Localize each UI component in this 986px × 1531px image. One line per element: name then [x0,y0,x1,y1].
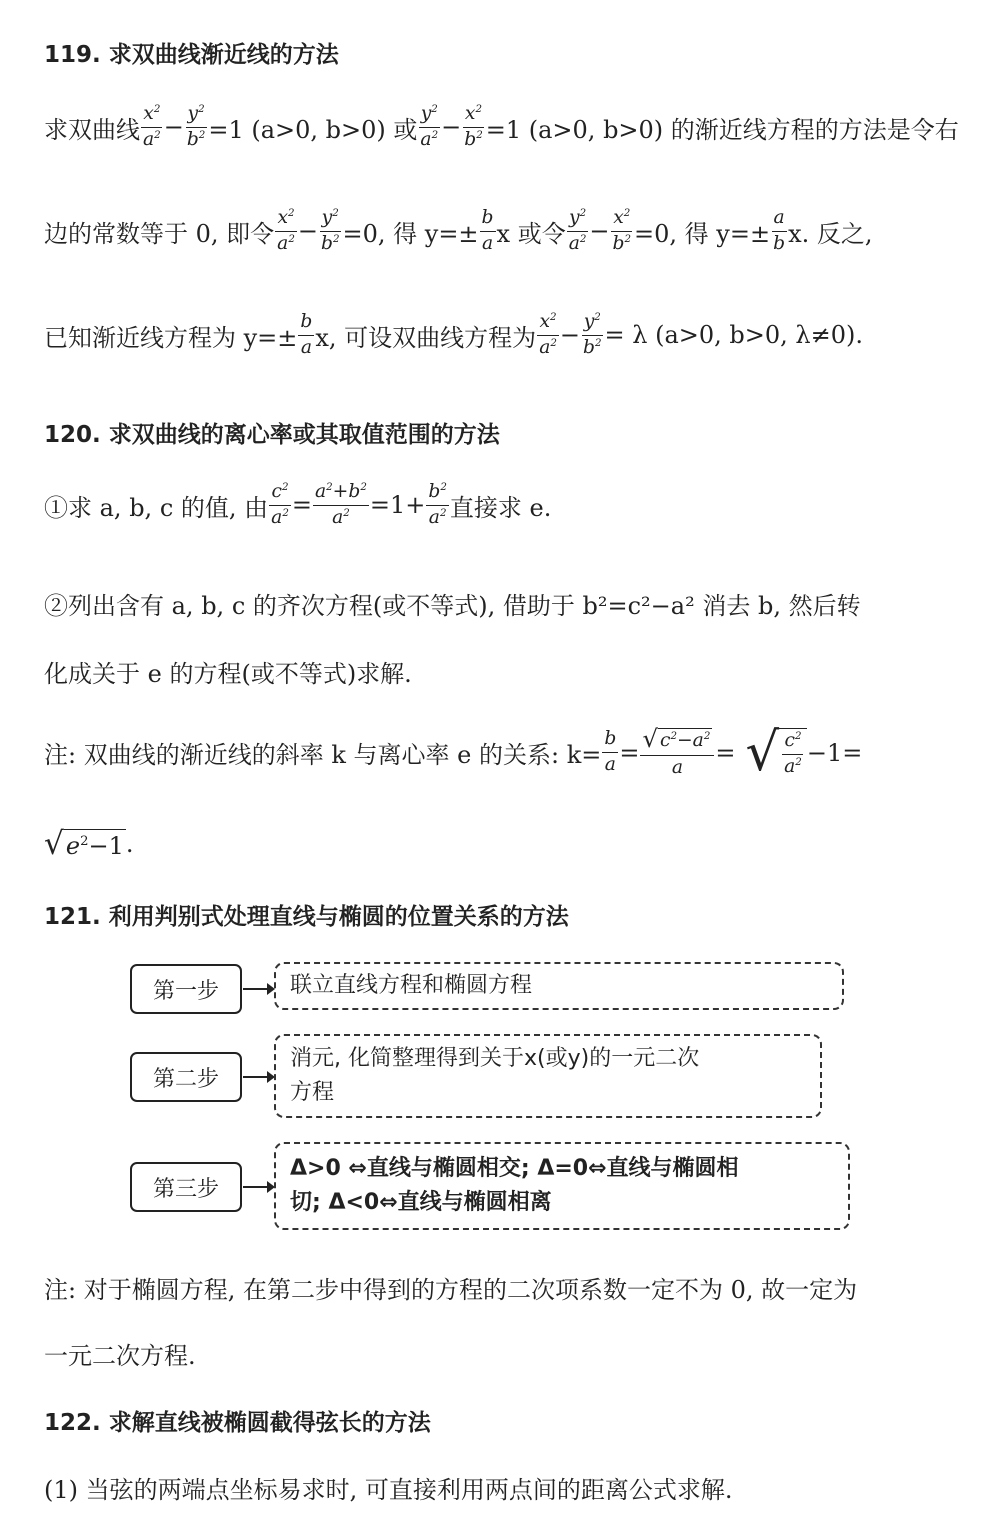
fraction: $\frac{y^2}{b^2}$ [320,207,340,255]
step-2-box [274,1034,822,1118]
step-3-label: 第三步 [130,1162,242,1212]
arrow-2 [243,1076,273,1078]
s120-line-1: ①求 a, b, c 的值, 由 $\frac{c^2}{a^2}$ = $\frac{a^2+b^2}{a^2}$ =1+ $\frac{b^2}{a^2}$ 直接求 e. [44,481,552,529]
text: =1 (a>0, b>0) 或 [208,115,418,144]
text: x. 反之, [788,219,873,248]
step-1-box: 联立直线方程和椭圆方程 [274,962,844,1010]
fraction: $\frac{b}{a}$ [604,728,617,775]
fraction: $\frac{b}{a}$ [300,311,313,358]
fraction: $\frac{y^2}{a^2}$ [420,103,439,151]
fraction: $\frac{x^2}{b^2}$ [464,103,483,151]
step-3-box [274,1142,850,1230]
arrow-3 [243,1186,273,1188]
sqrt: √ $e^2-1$ [44,826,124,862]
sqrt: √ $\frac{c^2}{a^2}$ [745,722,806,783]
text: =1+ [369,491,426,520]
fraction: $\frac{a}{b}$ [773,207,786,254]
text: −1= [806,738,863,767]
heading-119: 119. 求双曲线渐近线的方法 [44,42,339,68]
text: . [125,830,134,858]
fraction: $\frac{b}{a}$ [481,207,494,254]
s121-note-1: 注: 对于椭圆方程, 在第二步中得到的方程的二次项系数一定不为 0, 故一定为 [44,1276,858,1304]
fraction: $\frac{x^2}{a^2}$ [143,103,161,151]
fraction: $\frac{x^2}{a^2}$ [539,311,557,359]
heading-120: 120. 求双曲线的离心率或其取值范围的方法 [44,422,500,448]
s119-line-3: 已知渐近线方程为 y=± $\frac{b}{a}$ x, 可设双曲线方程为 $\frac{x^2}{a^2}$ − $\frac{y^2}{b^2}$ = λ (a>0, b>0, λ≠0). [44,311,863,359]
s121-note-2: 一元二次方程. [44,1342,196,1370]
fraction: $\frac{y^2}{a^2}$ [568,207,587,255]
text: 直接求 e. [449,493,552,522]
text: x, 可设双曲线方程为 [315,323,537,352]
text: ①求 a, b, c 的值, 由 [44,493,269,522]
s122-line-1: (1) 当弦的两端点坐标易求时, 可直接利用两点间的距离公式求解. [44,1476,733,1504]
fraction: $\frac{c^2}{a^2}$ [271,481,289,529]
heading-121: 121. 利用判别式处理直线与椭圆的位置关系的方法 [44,904,569,930]
fraction: $\frac{x^2}{b^2}$ [612,207,632,255]
text: 边的常数等于 0, 即令 [44,219,275,248]
fraction: $\frac{y^2}{b^2}$ [186,103,206,151]
s120-line-3: 化成关于 e 的方程(或不等式)求解. [44,660,412,688]
text: 已知渐近线方程为 y=± [44,323,298,352]
text: =1 (a>0, b>0) 的渐近线方程的方法是令右 [485,115,959,144]
text: Δ>0 ⇔直线与椭圆相交; Δ=0⇔直线与椭圆相 [290,1156,739,1181]
text: =0, 得 y=± [634,219,771,248]
text: =0, 得 y=± [342,219,479,248]
text: 方程 [290,1080,335,1105]
text: 求双曲线 [44,115,140,144]
s120-final [44,826,134,862]
s119-line-2: 边的常数等于 0, 即令 $\frac{x^2}{a^2}$ − $\frac{y^2}{b^2}$ =0, 得 y=± $\frac{b}{a}$ x 或令 $\frac{y^2}{a^2}$ − $\frac{x^2}{b^2}$ =0, 得 y=± $\frac{a}{b}$ x. 反之, [44,207,873,255]
text: 消元, 化简整理得到关于x(或y)的一元二次 [290,1046,700,1071]
fraction: $\frac{a^2+b^2}{a^2}$ [314,481,367,529]
s119-line-1: 求双曲线 $\frac{x^2}{a^2}$ − $\frac{y^2}{b^2}$ =1 (a>0, b>0) 或 $\frac{y^2}{a^2}$ − $\frac{x^2}{b^2}$ =1 (a>0, b>0) 的渐近线方程的方法是令右 [44,103,959,151]
heading-122: 122. 求解直线被椭圆截得弦长的方法 [44,1410,431,1436]
step-2-label: 第二步 [130,1052,242,1102]
s120-line-2: ②列出含有 a, b, c 的齐次方程(或不等式), 借助于 b²=c²−a² 消去 b, 然后转 [44,592,861,620]
text: 切; Δ<0⇔直线与椭圆相离 [290,1190,552,1215]
fraction: √ $c^2-a^2$ a [640,726,714,778]
fraction: $\frac{b^2}{a^2}$ [428,481,447,529]
fraction: $\frac{y^2}{b^2}$ [583,311,602,359]
text: = λ (a>0, b>0, λ≠0). [604,321,863,350]
arrow-1 [243,988,273,990]
text: x 或令 [496,219,566,248]
s120-note: 注: 双曲线的渐近线的斜率 k 与离心率 e 的关系: k= $\frac{b}{a}$ = √ $c^2-a^2$ a = √ $\frac{c^2}{a^2}$ −1= [44,722,863,783]
step-1-label: 第一步 [130,964,242,1014]
text: 注: 双曲线的渐近线的斜率 k 与离心率 e 的关系: k= [44,741,602,769]
fraction: $\frac{x^2}{a^2}$ [277,207,295,255]
